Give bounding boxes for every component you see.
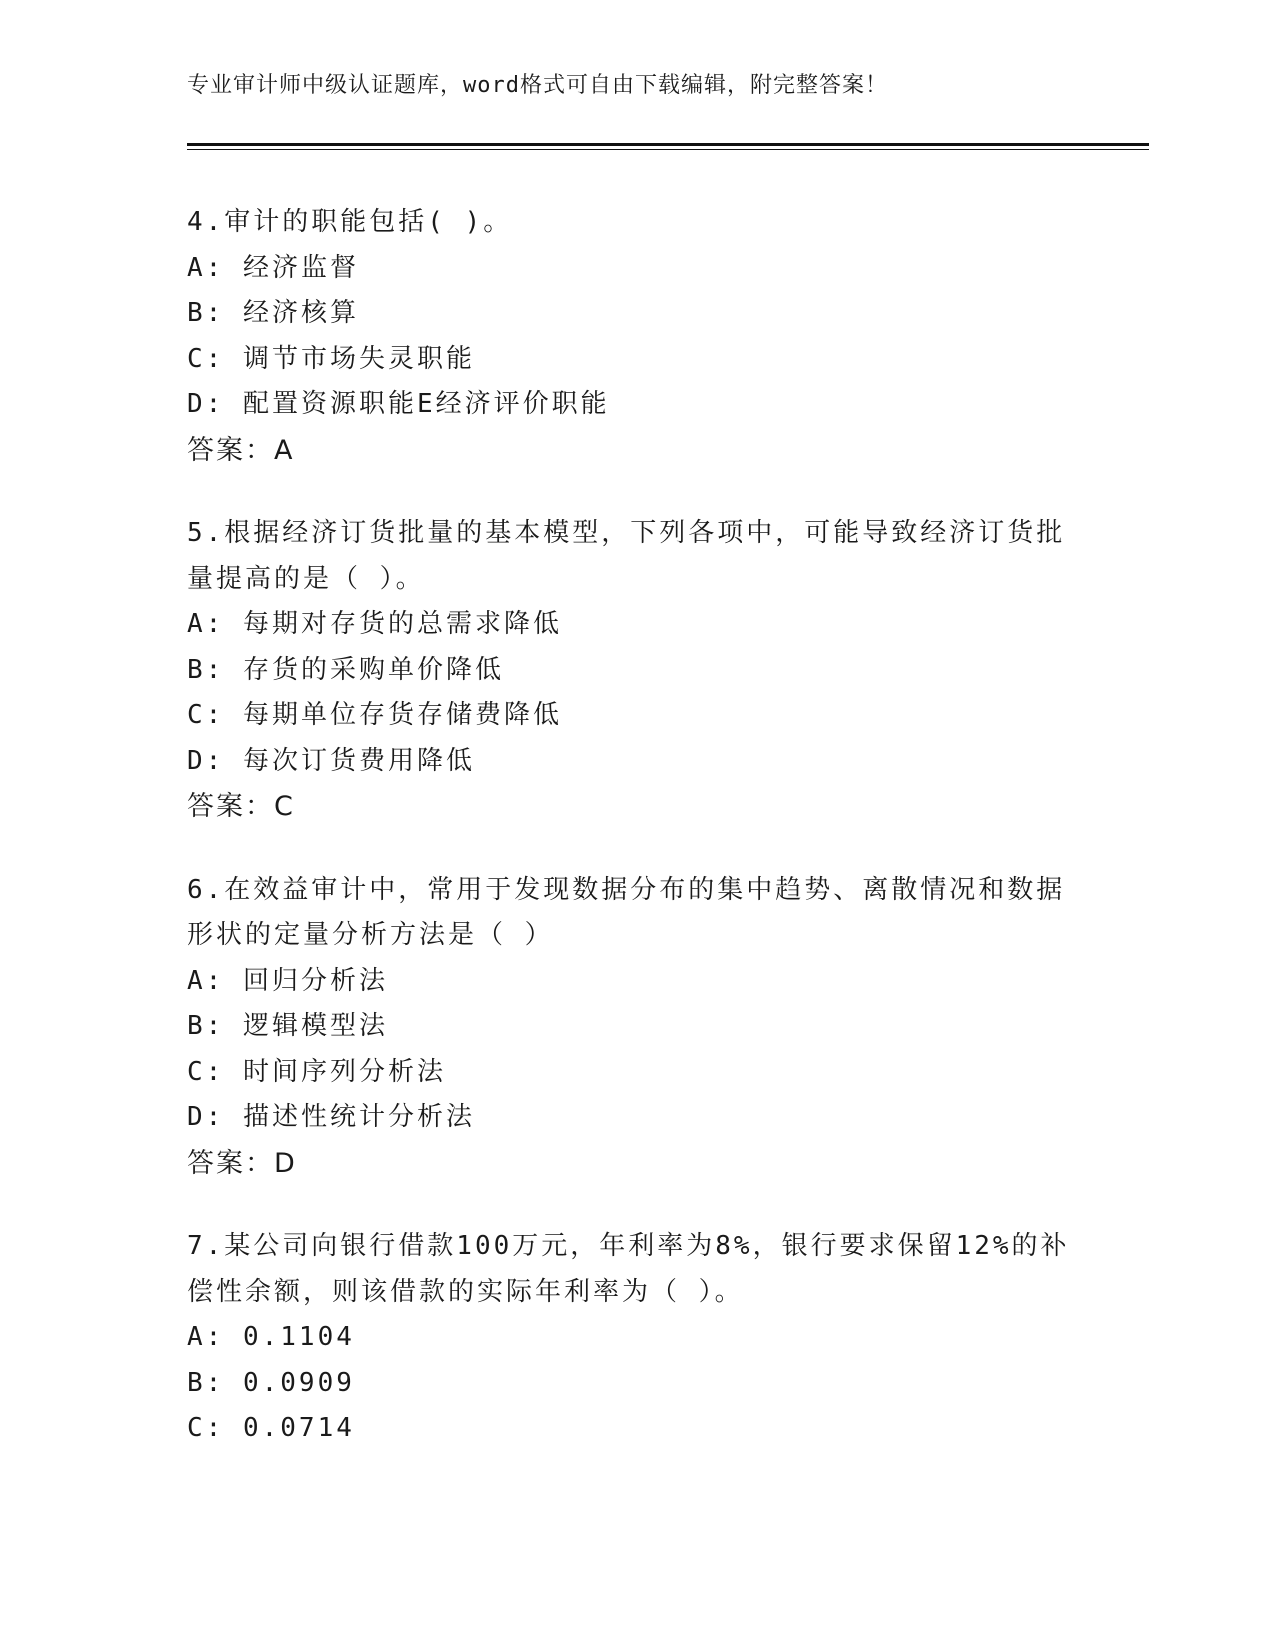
question-7 bbox=[187, 1224, 1070, 1452]
question-stem bbox=[187, 200, 1067, 246]
answer-line: 答案：C bbox=[187, 791, 295, 822]
question-stem-line: 偿性余额，则该借款的实际年利率为（ ）。 bbox=[187, 1276, 744, 1307]
question-stem-line: 量提高的是（ ）。 bbox=[187, 563, 425, 594]
document-header: 专业审计师中级认证题库，word格式可自由下载编辑，附完整答案！ bbox=[187, 73, 888, 98]
option-b: B: 经济核算 bbox=[187, 298, 359, 328]
header-rule-thick bbox=[187, 143, 1149, 146]
answer-line: 答案：A bbox=[187, 434, 295, 466]
option-b: B: 0.0909 bbox=[187, 1367, 355, 1398]
option-a: A: 0.1104 bbox=[187, 1322, 355, 1352]
option-c: C: 0.0714 bbox=[187, 1413, 355, 1443]
question-stem bbox=[187, 868, 1067, 959]
option-c: C: 调节市场失灵职能 bbox=[187, 343, 475, 374]
question-stem-line: 5.根据经济订货批量的基本模型，下列各项中，可能导致经济订货批 bbox=[187, 518, 1066, 548]
option-c: C: 每期单位存货存储费降低 bbox=[187, 700, 562, 730]
option-a: A: 经济监督 bbox=[187, 252, 359, 283]
header-rule-thin bbox=[187, 149, 1149, 150]
question-stem bbox=[187, 511, 1067, 602]
question-stem-line: 形状的定量分析方法是（ ） bbox=[187, 920, 554, 950]
option-d: D: 每次订货费用降低 bbox=[187, 745, 475, 776]
option-a: A: 回归分析法 bbox=[187, 965, 388, 996]
question-stem-line: 7.某公司向银行借款100万元，年利率为8%，银行要求保留12%的补 bbox=[187, 1231, 1070, 1261]
question-stem-line: 4.审计的职能包括( )。 bbox=[187, 207, 513, 237]
question-5 bbox=[187, 511, 1067, 830]
option-d: D: 描述性统计分析法 bbox=[187, 1102, 475, 1132]
option-d: D: 配置资源职能E经济评价职能 bbox=[187, 389, 610, 419]
option-c: C: 时间序列分析法 bbox=[187, 1056, 446, 1087]
question-4 bbox=[187, 200, 1067, 473]
question-stem-line: 6.在效益审计中，常用于发现数据分布的集中趋势、离散情况和数据 bbox=[187, 874, 1066, 905]
question-list bbox=[187, 200, 1070, 1490]
question-6 bbox=[187, 868, 1067, 1187]
option-b: B: 存货的采购单价降低 bbox=[187, 654, 504, 685]
answer-line: 答案：D bbox=[187, 1147, 297, 1179]
question-stem bbox=[187, 1224, 1070, 1315]
option-b: B: 逻辑模型法 bbox=[187, 1011, 388, 1041]
option-a: A: 每期对存货的总需求降低 bbox=[187, 609, 562, 639]
